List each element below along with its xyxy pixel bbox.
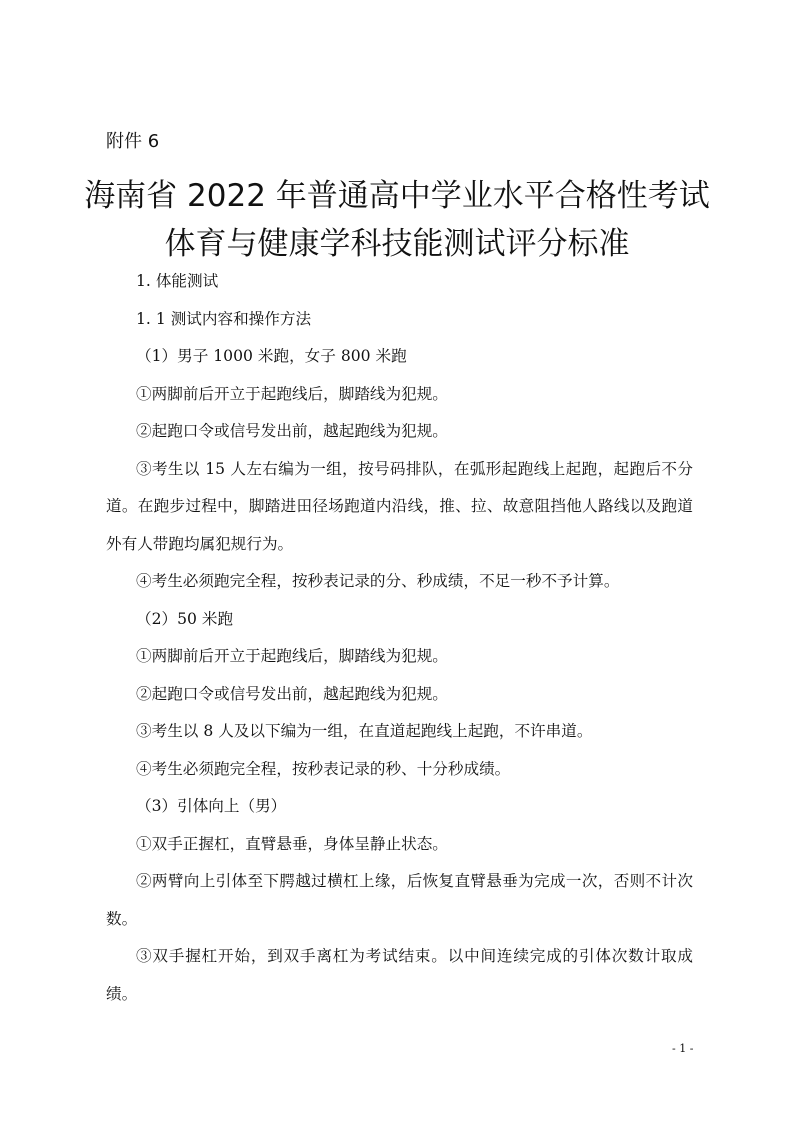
page-number: - 1 -: [672, 1042, 694, 1055]
paragraph: ③考生以 8 人及以下编为一组，在直道起跑线上起跑，不许串道。: [136, 722, 593, 740]
item-heading: （1）男子 1000 米跑，女子 800 米跑: [136, 347, 407, 365]
paragraph: ②起跑口令或信号发出前，越起跑线为犯规。: [136, 422, 448, 440]
section-heading: 1. 体能测试: [136, 272, 219, 290]
document-title-line-1: 海南省 2022 年普通高中学业水平合格性考试: [84, 178, 710, 214]
paragraph: ④考生必须跑完全程，按秒表记录的分、秒成绩，不足一秒不予计算。: [136, 572, 620, 590]
paragraph: ④考生必须跑完全程，按秒表记录的秒、十分秒成绩。: [136, 759, 511, 778]
paragraph: ③考生以 15 人左右编为一组，按号码排队，在弧形起跑线上起跑，起跑后不分道。在跑步过程中，脚踏进田径场跑道内沿线，推、拉、故意阻挡他人路线以及跑道外有人带跑均属犯规行为。: [106, 459, 693, 553]
paragraph: ①两脚前后开立于起跑线后，脚踏线为犯规。: [136, 384, 448, 403]
document-body: [106, 263, 693, 1013]
attachment-label: 附件 6: [106, 131, 160, 152]
item-heading: （2）50 米跑: [136, 609, 234, 628]
paragraph: ①双手正握杠，直臂悬垂，身体呈静止状态。: [136, 834, 448, 853]
item-heading: （3）引体向上（男）: [136, 797, 287, 815]
paragraph: ①两脚前后开立于起跑线后，脚踏线为犯规。: [136, 647, 448, 665]
paragraph: ②起跑口令或信号发出前，越起跑线为犯规。: [136, 684, 448, 703]
document-title-line-2: 体育与健康学科技能测试评分标准: [164, 226, 630, 262]
subsection-heading: 1. 1 测试内容和操作方法: [136, 309, 312, 328]
paragraph: ②两臂向上引体至下腭越过横杠上缘，后恢复直臂悬垂为完成一次，否则不计次数。: [106, 872, 693, 928]
paragraph: ③双手握杠开始，到双手离杠为考试结束。以中间连续完成的引体次数计取成绩。: [106, 947, 693, 1003]
